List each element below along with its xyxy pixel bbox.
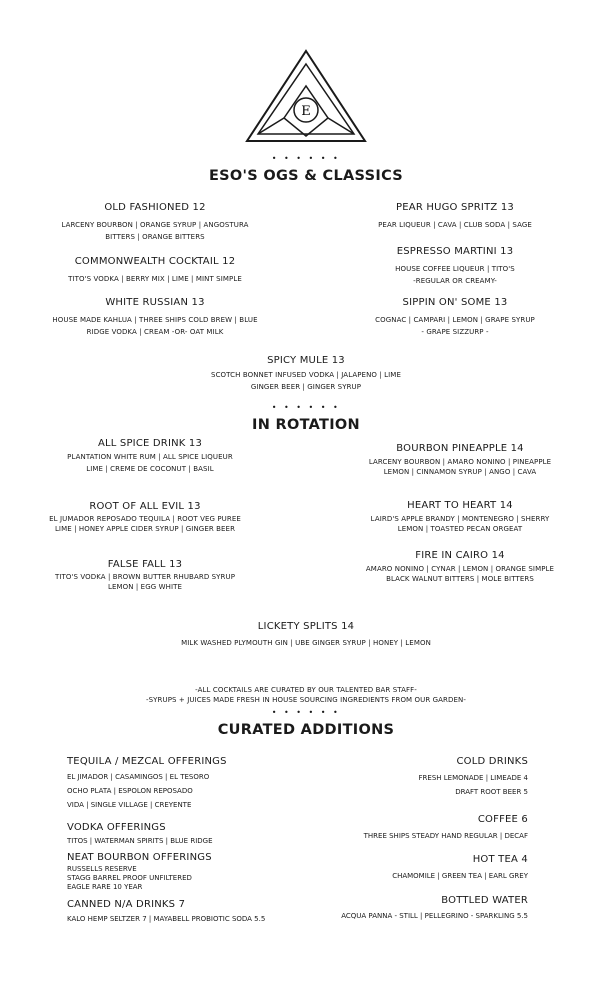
- addition-line: DRAFT ROOT BEER 5: [455, 788, 528, 796]
- logo-triangle-icon: [244, 48, 368, 144]
- item-desc: - GRAPE SIZZURP -: [421, 328, 489, 336]
- divider-dots: • • • • • •: [271, 154, 341, 163]
- menu-item: [30, 256, 280, 285]
- addition-line: VIDA | SINGLE VILLAGE | CREYENTE: [67, 801, 192, 809]
- divider-dots: • • • • • •: [271, 403, 341, 412]
- menu-item: [330, 500, 590, 534]
- item-desc: RIDGE VODKA | CREAM -OR- OAT MILK: [86, 328, 224, 336]
- item-desc: LEMON | TOASTED PECAN ORGEAT: [397, 525, 523, 533]
- item-desc: COGNAC | CAMPARI | LEMON | GRAPE SYRUP: [375, 316, 535, 324]
- item-name: LICKETY SPLITS 14: [257, 621, 355, 632]
- item-desc: TITO'S VODKA | BROWN BUTTER RHUBARD SYRUP: [54, 573, 236, 581]
- item-desc: -REGULAR OR CREAMY-: [413, 277, 497, 285]
- item-name: ALL SPICE DRINK 13: [97, 438, 203, 449]
- menu-item: [330, 297, 580, 338]
- menu-item: [10, 501, 280, 534]
- section-title-classics: ESO'S OGS & CLASSICS: [208, 168, 404, 184]
- item-name: FIRE IN CAIRO 14: [415, 550, 505, 561]
- item-desc: PEAR LIQUEUR | CAVA | CLUB SODA | SAGE: [378, 221, 532, 229]
- addition-group: [341, 895, 528, 922]
- addition-line: RUSSELLS RESERVE: [67, 865, 137, 873]
- addition-heading: COLD DRINKS: [456, 756, 528, 767]
- item-desc: LAIRD'S APPLE BRANDY | MONTENEGRO | SHERRY: [370, 515, 550, 523]
- item-name: HEART TO HEART 14: [407, 500, 513, 511]
- addition-line: EAGLE RARE 10 YEAR: [67, 883, 143, 891]
- addition-group: [67, 852, 212, 892]
- item-desc: LARCENY BOURBON | AMARO NONINO | PINEAPPLE: [368, 458, 552, 466]
- addition-heading: HOT TEA 4: [472, 854, 528, 865]
- item-name: BOURBON PINEAPPLE 14: [396, 443, 524, 454]
- item-desc: PLANTATION WHITE RUM | ALL SPICE LIQUEUR: [67, 453, 233, 461]
- item-desc: HOUSE MADE KAHLUA | THREE SHIPS COLD BREW | BLUE: [52, 316, 258, 324]
- addition-heading: CANNED N/A DRINKS 7: [67, 899, 186, 910]
- item-name: WHITE RUSSIAN 13: [105, 297, 205, 308]
- section-title-additions: CURATED ADDITIONS: [217, 722, 395, 738]
- note-line: -SYRUPS + JUICES MADE FRESH IN HOUSE SOURCING INGREDIENTS FROM OUR GARDEN-: [145, 696, 466, 704]
- item-desc: GINGER BEER | GINGER SYRUP: [250, 383, 362, 391]
- addition-line: THREE SHIPS STEADY HAND REGULAR | DECAF: [363, 832, 528, 840]
- menu-item: [330, 202, 580, 231]
- item-desc: LEMON | EGG WHITE: [107, 583, 183, 591]
- item-name: ESPRESSO MARTINI 13: [396, 246, 514, 257]
- item-desc: BITTERS | ORANGE BITTERS: [105, 233, 205, 241]
- item-desc: SCOTCH BONNET INFUSED VODKA | JALAPENO | LIME: [211, 371, 401, 379]
- addition-line: CHAMOMILE | GREEN TEA | EARL GREY: [392, 872, 528, 880]
- addition-group: [419, 756, 528, 799]
- menu-item: [20, 438, 280, 475]
- item-name: ROOT OF ALL EVIL 13: [89, 501, 201, 512]
- logo-letter: E: [301, 104, 311, 119]
- menu-item: [30, 202, 280, 243]
- item-desc: EL JUMADOR REPOSADO TEQUILA | ROOT VEG PUREE: [49, 515, 241, 523]
- addition-group: [392, 854, 528, 882]
- item-name: OLD FASHIONED 12: [104, 202, 206, 213]
- addition-line: TITOS | WATERMAN SPIRITS | BLUE RIDGE: [67, 837, 213, 845]
- addition-group: [67, 899, 265, 925]
- divider-dots: • • • • • •: [271, 708, 341, 717]
- menu-item: [30, 297, 280, 338]
- item-desc: AMARO NONINO | CYNAR | LEMON | ORANGE SIMPLE: [365, 565, 555, 573]
- addition-heading: NEAT BOURBON OFFERINGS: [67, 852, 212, 863]
- addition-line: ACQUA PANNA - STILL | PELLEGRINO - SPARKLING 5.5: [341, 912, 528, 920]
- addition-line: STAGG BARREL PROOF UNFILTERED: [67, 874, 192, 882]
- addition-line: EL JIMADOR | CASAMINGOS | EL TESORO: [67, 773, 210, 781]
- item-name: FALSE FALL 13: [107, 559, 183, 570]
- item-desc: BLACK WALNUT BITTERS | MOLE BITTERS: [386, 575, 534, 583]
- addition-heading: COFFEE 6: [477, 814, 528, 825]
- item-desc: LARCENY BOURBON | ORANGE SYRUP | ANGOSTURA: [61, 221, 249, 229]
- item-desc: HOUSE COFFEE LIQUEUR | TITO'S: [395, 265, 515, 273]
- menu-item: [330, 443, 590, 477]
- item-name: PEAR HUGO SPRITZ 13: [396, 202, 514, 213]
- addition-heading: BOTTLED WATER: [441, 895, 528, 906]
- addition-heading: TEQUILA / MEZCAL OFFERINGS: [67, 756, 227, 767]
- addition-heading: VODKA OFFERINGS: [67, 822, 166, 833]
- item-name: SPICY MULE 13: [267, 355, 345, 366]
- note-line: -ALL COCKTAILS ARE CURATED BY OUR TALENTED BAR STAFF-: [195, 686, 417, 694]
- menu-item: [150, 355, 462, 393]
- section-title-rotation: IN ROTATION: [252, 417, 360, 433]
- item-desc: LIME | CREME DE COCONUT | BASIL: [86, 465, 214, 473]
- item-desc: TITO'S VODKA | BERRY MIX | LIME | MINT SIMPLE: [68, 275, 242, 283]
- menu-item: [330, 550, 590, 584]
- menu-item: [100, 621, 512, 649]
- addition-group: [67, 756, 227, 812]
- addition-group: [364, 814, 528, 842]
- addition-line: FRESH LEMONADE | LIMEADE 4: [418, 774, 528, 782]
- item-desc: MILK WASHED PLYMOUTH GIN | UBE GINGER SYRUP | HONEY | LEMON: [181, 639, 431, 647]
- menu-item: [330, 246, 580, 287]
- item-desc: LIME | HONEY APPLE CIDER SYRUP | GINGER BEER: [54, 525, 236, 533]
- menu-item: [10, 559, 280, 592]
- addition-line: OCHO PLATA | ESPOLON REPOSADO: [67, 787, 193, 795]
- addition-group: [67, 822, 213, 847]
- item-name: SIPPIN ON' SOME 13: [402, 297, 508, 308]
- item-desc: LEMON | CINNAMON SYRUP | ANGO | CAVA: [383, 468, 537, 476]
- item-name: COMMONWEALTH COCKTAIL 12: [74, 256, 236, 267]
- addition-line: KALO HEMP SELTZER 7 | MAYABELL PROBIOTIC SODA 5.5: [67, 915, 266, 923]
